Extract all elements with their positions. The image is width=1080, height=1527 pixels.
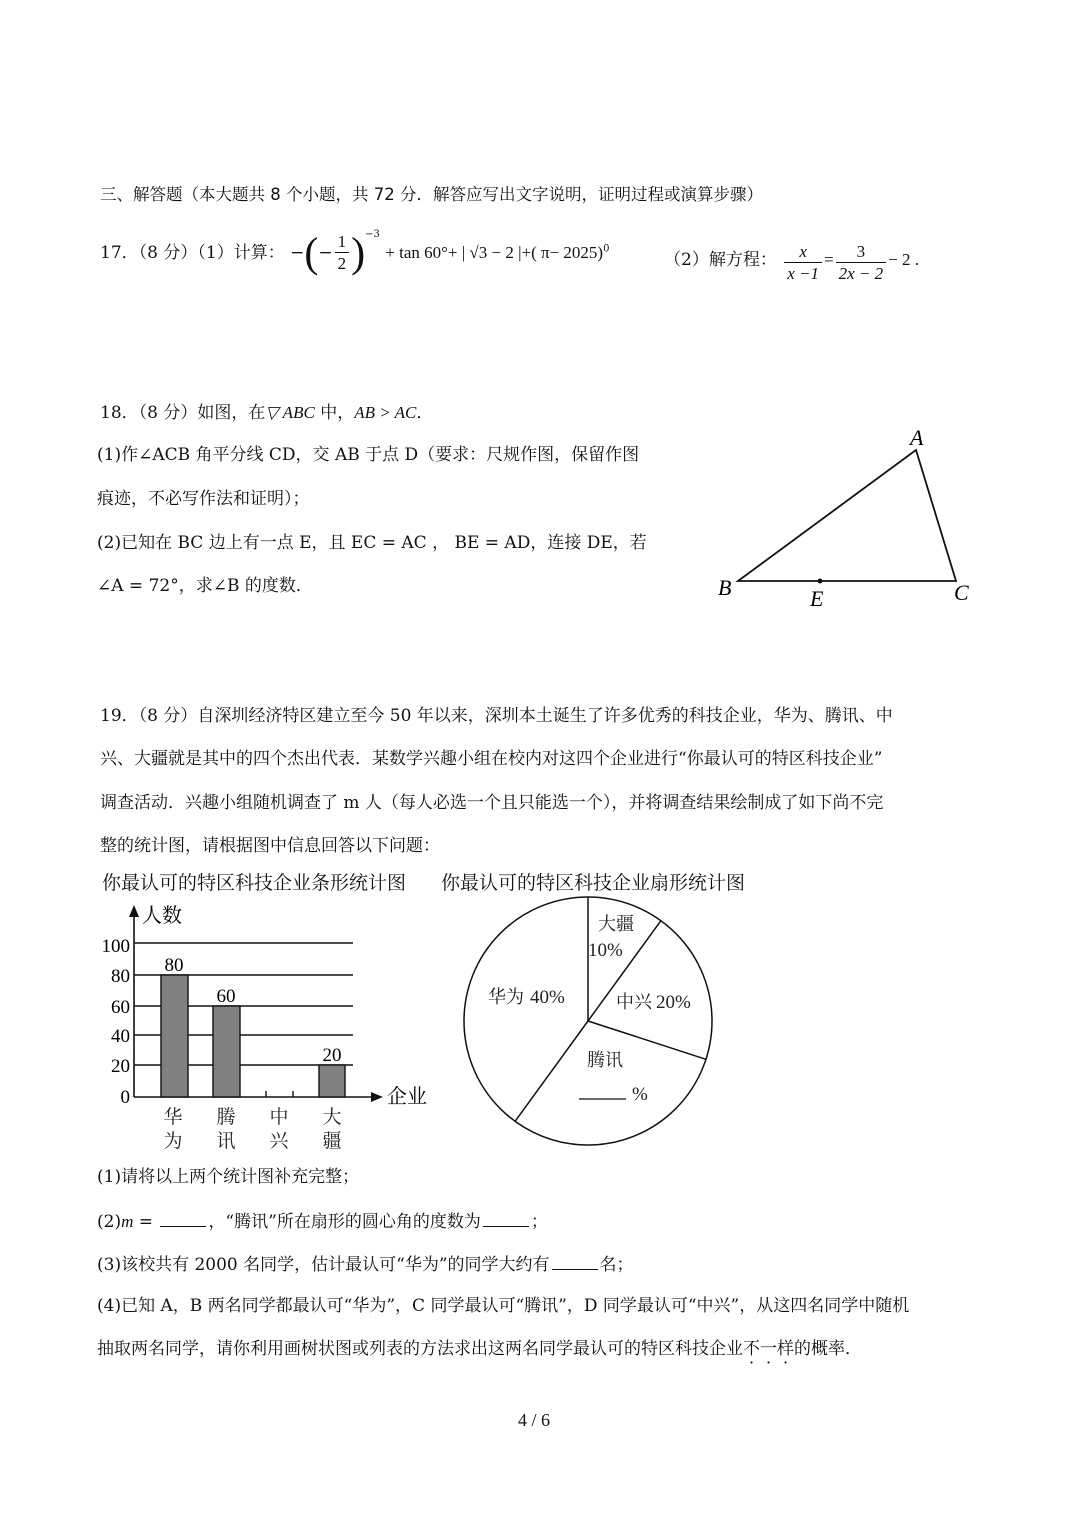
q19-intro-line4: 整的统计图，请根据图中信息回答以下问题：: [100, 836, 440, 856]
pie-percent-dji: 10%: [588, 940, 623, 961]
y-axis-label: 人数: [142, 905, 182, 927]
q19-intro-line2: 兴、大疆就是其中的四个杰出代表．某数学兴趣小组在校内对这四个企业进行“你最认可的特区科技企业”: [100, 749, 883, 769]
pie-label-dji: 大疆: [598, 914, 634, 934]
label-e: E: [810, 586, 824, 611]
q17-part1-expression: −(− $\frac{1}{2}$ )$^{-3}$ + tan 60°+ | √3 − 2 |+( π− 2025)$^0$: [290, 229, 610, 277]
bar-zte-placeholder-ticks: [266, 1091, 293, 1097]
bar-label-tencent: 60: [216, 986, 236, 1007]
svg-text:40: 40: [111, 1026, 130, 1047]
svg-text:100: 100: [101, 936, 130, 957]
q19-intro-line3: 调查活动．兴趣小组随机调查了 m 人（每人必选一个且只能选一个），并将调查结果绘制成了如下尚不完: [100, 793, 884, 813]
triangle-figure: [700, 420, 990, 620]
pie-percent-tencent-sign: %: [632, 1084, 648, 1105]
bar-huawei: [161, 975, 188, 1097]
pie-chart-title: 你最认可的特区科技企业扇形统计图: [441, 872, 746, 894]
q19-sub3: (3)该校共有 2000 名同学，估计最认可“华为”的同学大约有 名；: [97, 1255, 634, 1275]
q17-score: （8 分）: [138, 243, 198, 263]
q18-part1-line2: 痕迹，不必写作法和证明）；: [97, 489, 310, 509]
q19-intro-line1: 19．（8 分）自深圳经济特区建立至今 50 年以来，深圳本土诞生了许多优秀的科技企业，华为、腾讯、中: [100, 706, 893, 726]
y-axis-arrow-icon: [129, 905, 139, 917]
bar-chart-title: 你最认可的特区科技企业条形统计图: [102, 872, 407, 894]
category-dji-1: 大: [322, 1107, 342, 1128]
q17-number: 17．: [100, 243, 139, 263]
triangle-abc: [738, 450, 956, 581]
pie-label-huawei: 华为: [488, 987, 524, 1007]
label-a: A: [910, 425, 924, 450]
x-category-labels: [163, 1106, 341, 1152]
answer-blank-angle[interactable]: [483, 1210, 529, 1227]
label-b: B: [718, 575, 732, 600]
page-number: 4 / 6: [518, 1410, 551, 1430]
category-tencent-2: 讯: [216, 1131, 236, 1152]
pie-label-zte: 中兴: [616, 992, 652, 1012]
pie-percent-huawei: 40%: [530, 987, 565, 1008]
pie-percent-zte: 20%: [656, 992, 691, 1013]
label-c: C: [954, 580, 969, 605]
y-tick-labels: [102, 936, 131, 1108]
q17-part2-label: （2）解方程：: [664, 250, 777, 270]
bar-dji: [319, 1065, 345, 1097]
category-tencent-1: 腾: [216, 1107, 236, 1128]
category-zte-1: 中: [269, 1107, 289, 1128]
bar-label-dji: 20: [322, 1045, 342, 1066]
emphasis-char: 不: [743, 1339, 760, 1359]
bar-tencent: [213, 1006, 240, 1097]
svg-text:80: 80: [111, 966, 130, 987]
svg-text:20: 20: [111, 1056, 130, 1077]
bar-label-huawei: 80: [164, 955, 184, 976]
answer-blank-huawei-count[interactable]: [552, 1253, 598, 1270]
q19-sub1: (1)请将以上两个统计图补充完整；: [97, 1167, 360, 1187]
q19-sub4-line2: 抽取两名同学，请你利用画树状图或列表的方法求出这两名同学最认可的特区科技企业不一样的概率．: [97, 1339, 862, 1359]
x-axis-label: 企业: [387, 1086, 427, 1108]
q17-part1-label: （1）计算：: [197, 243, 285, 263]
emphasis-char: 样: [777, 1339, 794, 1359]
q18-part1-line1: (1)作∠ACB 角平分线 CD，交 AB 于点 D（要求：尺规作图，保留作图: [97, 445, 640, 465]
q19-sub4-line1: (4)已知 A，B 两名同学都最认可“华为”，C 同学最认可“腾讯”，D 同学最认可“中兴”，从这四名同学中随机: [97, 1296, 910, 1316]
q19-sub2: (2)m = ，“腾讯”所在扇形的圆心角的度数为 ；: [97, 1212, 548, 1232]
q17-part2: （2）解方程： $\frac{x}{x -1}$ = $\frac{3}{2x - 2}$ − 2 .: [664, 242, 919, 283]
svg-text:0: 0: [120, 1087, 130, 1108]
question-17: [100, 229, 610, 277]
q18-part2-line2: ∠A = 72°，求∠B 的度数．: [97, 576, 313, 596]
x-axis-arrow-icon: [371, 1092, 383, 1102]
svg-text:60: 60: [111, 997, 130, 1018]
q18-part2-line1: (2)已知在 BC 边上有一点 E，且 EC = AC ， BE = AD，连接 DE，若: [97, 533, 647, 553]
category-huawei-1: 华: [163, 1107, 183, 1128]
pie-chart: [460, 890, 720, 1150]
answer-blank-m[interactable]: [160, 1210, 206, 1227]
section-title: 三、解答题（本大题共 8 个小题，共 72 分．解答应写出文字说明，证明过程或演算步骤）: [100, 185, 763, 204]
bar-chart: [90, 895, 450, 1160]
q18-line1: 18．（8 分）如图，在▽ ABC 中，AB > AC．: [100, 403, 434, 423]
emphasis-char: 一: [760, 1339, 777, 1359]
category-huawei-2: 为: [163, 1131, 183, 1152]
category-dji-2: 疆: [322, 1131, 342, 1152]
category-zte-2: 兴: [269, 1131, 289, 1152]
point-e: [818, 579, 823, 584]
pie-label-tencent: 腾讯: [587, 1050, 623, 1070]
